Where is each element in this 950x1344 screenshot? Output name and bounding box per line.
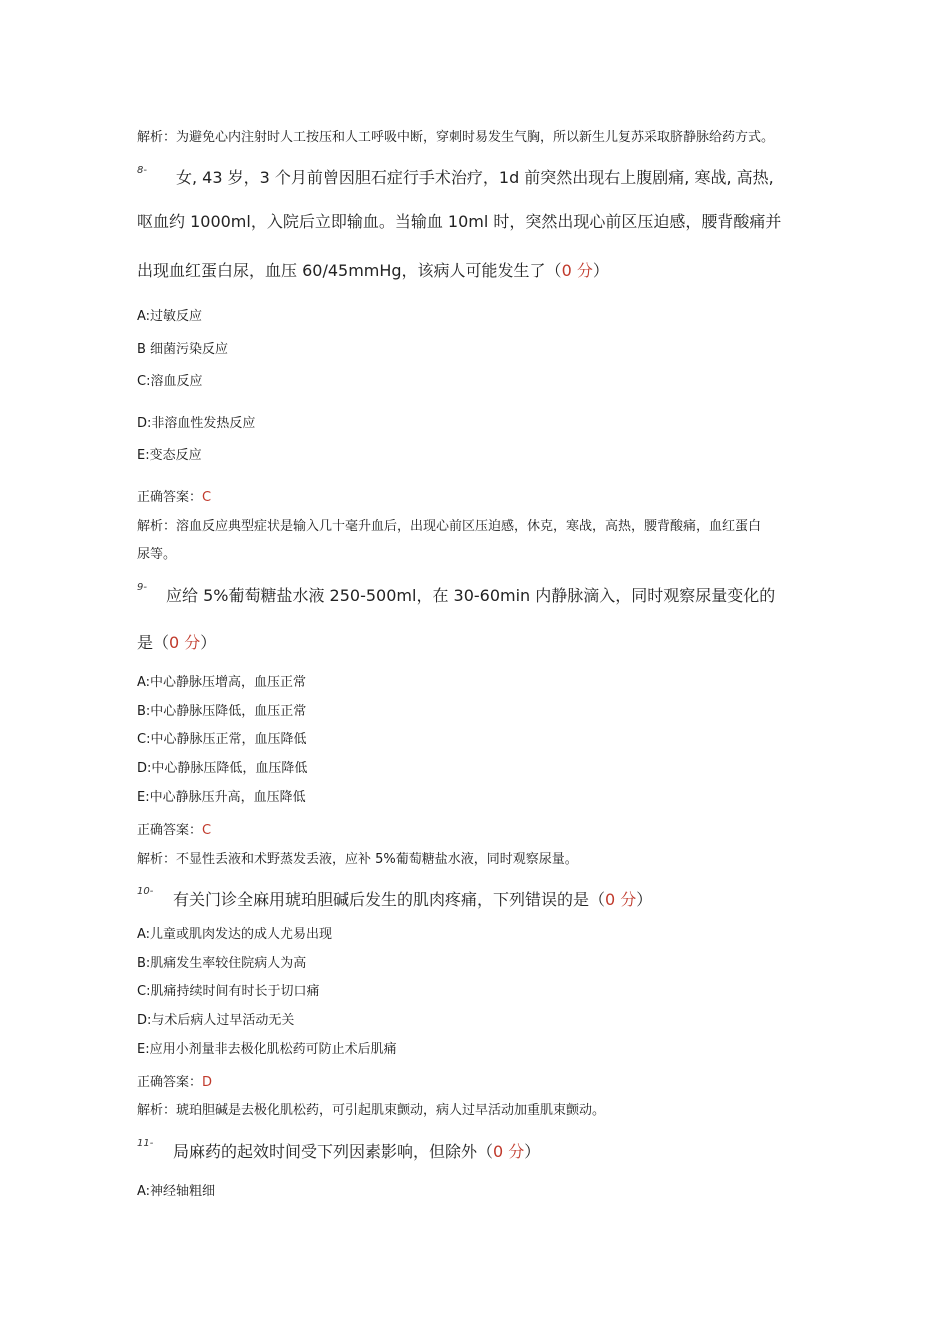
question-9-option-e[interactable]: E:中心静脉压升高，血压降低 (137, 790, 306, 805)
question-9-line-2: 是（0 分） (137, 633, 217, 652)
question-10-option-c[interactable]: C:肌痛持续时间有时长于切口痛 (137, 984, 320, 999)
question-10-score: 0 分 (605, 890, 637, 909)
question-9-option-d[interactable]: D:中心静脉压降低，血压降低 (137, 761, 308, 776)
question-8-analysis-line-2: 尿等。 (137, 547, 177, 562)
question-11-option-a[interactable]: A:神经轴粗细 (137, 1184, 216, 1199)
question-11-number: 11- (137, 1138, 154, 1149)
question-9-answer: 正确答案：C (137, 823, 212, 838)
question-8-option-b[interactable]: B 细菌污染反应 (137, 342, 229, 357)
question-9-line-1: 应给 5%葡萄糖盐水液 250-500ml，在 30-60min 内静脉滴入，同时观察尿量变化的 (166, 586, 776, 605)
question-9-analysis: 解析：不显性丢液和术野蒸发丢液，应补 5%葡萄糖盐水液，同时观察尿量。 (137, 852, 578, 867)
question-8-option-a[interactable]: A:过敏反应 (137, 309, 203, 324)
question-8-number: 8- (137, 165, 147, 176)
question-9-score: 0 分 (169, 633, 201, 652)
question-8-line-1: 女, 43 岁，3 个月前曾因胆石症行手术治疗，1d 前突然出现右上腹剧痛, 寒战, 高热, (176, 168, 774, 187)
question-8-option-d[interactable]: D:非溶血性发热反应 (137, 416, 256, 431)
question-10-analysis: 解析：琥珀胆碱是去极化肌松药，可引起肌束颤动，病人过早活动加重肌束颤动。 (137, 1103, 606, 1118)
question-10-option-e[interactable]: E:应用小剂量非去极化肌松药可防止术后肌痛 (137, 1042, 397, 1057)
question-10-option-d[interactable]: D:与术后病人过早活动无关 (137, 1013, 295, 1028)
question-10-option-b[interactable]: B:肌痛发生率较住院病人为高 (137, 956, 307, 971)
question-8-analysis-line-1: 解析：溶血反应典型症状是输入几十毫升血后，出现心前区压迫感，休克，寒战，高热，腰背酸痛，血红蛋白 (137, 519, 762, 534)
question-8-line-2: 呕血约 1000ml，入院后立即输血。当输血 10ml 时，突然出现心前区压迫感，腰背酸痛并 (137, 212, 782, 231)
question-8-line-3: 出现血红蛋白尿，血压 60/45mmHg，该病人可能发生了（0 分） (137, 261, 609, 280)
question-8-option-e[interactable]: E:变态反应 (137, 448, 202, 463)
question-11-score: 0 分 (493, 1142, 525, 1161)
question-9-answer-value: C (202, 823, 212, 838)
question-11-line-1: 局麻药的起效时间受下列因素影响，但除外（0 分） (173, 1142, 541, 1161)
question-8-answer: 正确答案：C (137, 490, 212, 505)
question-9-option-b[interactable]: B:中心静脉压降低，血压正常 (137, 704, 307, 719)
question-10-line-1: 有关门诊全麻用琥珀胆碱后发生的肌肉疼痛，下列错误的是（0 分） (173, 890, 653, 909)
question-10-number: 10- (137, 886, 154, 897)
prev-analysis: 解析：为避免心内注射时人工按压和人工呼吸中断，穿刺时易发生气胸，所以新生儿复苏采取脐静脉给药方式。 (137, 130, 775, 145)
question-8-answer-value: C (202, 490, 212, 505)
question-8-option-c[interactable]: C:溶血反应 (137, 374, 203, 389)
question-8-score: 0 分 (561, 261, 593, 280)
question-10-option-a[interactable]: A:儿童或肌肉发达的成人尤易出现 (137, 927, 333, 942)
question-9-number: 9- (137, 582, 147, 593)
question-10-answer: 正确答案：D (137, 1075, 213, 1090)
question-10-answer-value: D (202, 1075, 213, 1090)
question-9-option-a[interactable]: A:中心静脉压增高，血压正常 (137, 675, 307, 690)
question-9-option-c[interactable]: C:中心静脉压正常，血压降低 (137, 732, 307, 747)
